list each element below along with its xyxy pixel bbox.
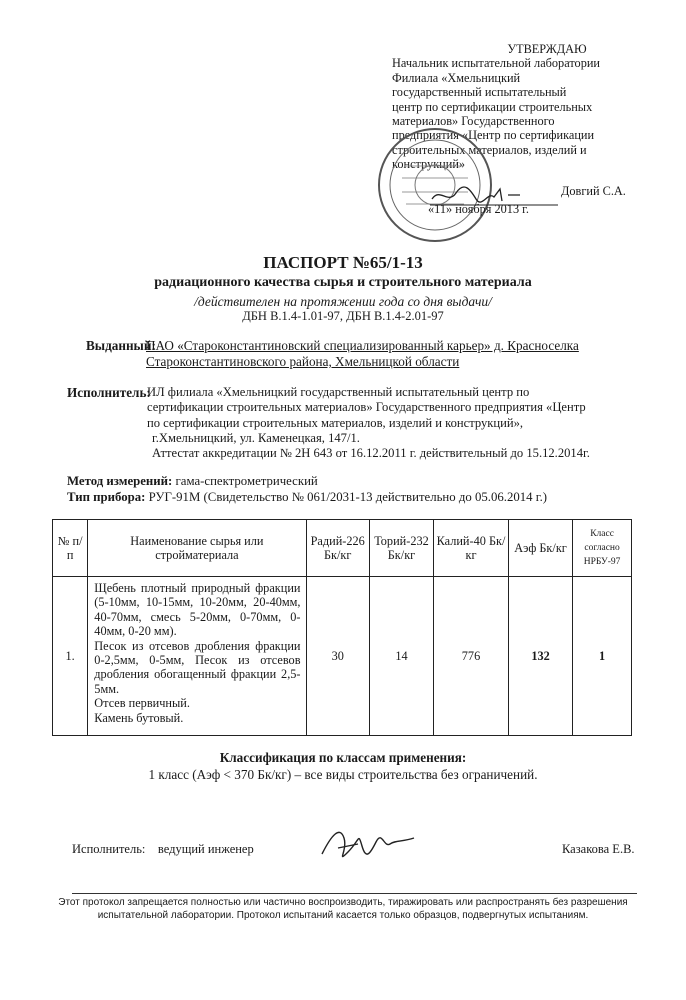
cell-radium: 30 xyxy=(306,577,369,736)
method-value: гама-спектрометрический xyxy=(172,474,318,488)
header-class: Класс согласно НРБУ-97 xyxy=(573,520,632,577)
desc-line: Камень бутовый. xyxy=(94,710,184,725)
results-table xyxy=(52,519,632,736)
issued-line: Староконстантиновского района, Хмельницкой области xyxy=(146,354,460,369)
approval-line: строительных материалов, изделий и xyxy=(392,142,587,157)
passport-title: ПАСПОРТ №65/1-13 xyxy=(263,253,423,272)
desc-line: Отсев первичный. xyxy=(94,696,190,711)
standards: ДБН В.1.4-1.01-97, ДБН В.1.4-2.01-97 xyxy=(242,309,444,323)
executor-line: сертификации строительных материалов» Государственного предприятия «Центр xyxy=(147,400,586,415)
executor-line: по сертификации строительных материалов, изделий и конструкций», xyxy=(147,415,524,430)
engineer-signature xyxy=(318,824,418,868)
classification-text: 1 класс (Аэф < 370 Бк/кг) – все виды строительства без ограничений. xyxy=(148,767,538,782)
method-line xyxy=(67,474,318,489)
approval-line: материалов» Государственного xyxy=(392,114,555,129)
header-thorium: Торий-232 Бк/кг xyxy=(369,520,433,577)
issued-label: Выданный: xyxy=(86,338,156,353)
issued-line: ПАО «Староконстантиновский специализированный карьер» д. Красноселка xyxy=(146,338,579,353)
table-row xyxy=(53,577,632,736)
desc-line: Песок из отсевов дробления фракции 0-2,5мм, 0-5мм, Песок из отсевов дробления обогащенный фракции 2,5-5мм. xyxy=(94,638,301,696)
passport-subtitle: радиационного качества сырья и строительного материала xyxy=(154,275,532,290)
approval-line: Начальник испытательной лаборатории xyxy=(392,56,601,71)
header-radium: Радий-226 Бк/кг xyxy=(306,520,369,577)
device-label: Тип прибора: xyxy=(67,490,146,504)
approval-line: предприятия «Центр по сертификации xyxy=(392,128,595,143)
approval-line: государственный испытательный xyxy=(392,85,567,100)
approval-line: конструкций» xyxy=(392,157,466,172)
executor-line: г.Хмельницкий, ул. Каменецкая, 147/1. xyxy=(152,430,360,445)
executor-line: Аттестат аккредитации № 2Н 643 от 16.12.2011 г. действительный до 15.12.2014г. xyxy=(152,446,590,461)
header-potassium: Калий-40 Бк/кг xyxy=(434,520,509,577)
footer-note xyxy=(0,897,686,922)
issued-text xyxy=(146,338,616,370)
executor-text xyxy=(147,385,617,461)
header-name: Наименование сырья или стройматериала xyxy=(88,520,306,577)
executor-label: Исполнитель: xyxy=(67,385,151,400)
device-value: РУГ-91М (Свидетельство № 061/2031-13 действительно до 05.06.2014 г.) xyxy=(145,490,548,504)
table-header-row xyxy=(53,520,632,577)
header-no: № п/п xyxy=(53,520,88,577)
approval-date: «11» ноября 2013 г. xyxy=(428,202,529,216)
cell-potassium: 776 xyxy=(434,577,509,736)
footer-line: испытательной лаборатории. Протокол испытаний касается только образцов, подвергнутых испытаниям. xyxy=(97,909,589,921)
device-line xyxy=(67,490,547,505)
approval-line: Филиала «Хмельницкий xyxy=(392,70,521,85)
cell-aeff: 132 xyxy=(508,577,572,736)
header-aeff: Аэф Бк/кг xyxy=(508,520,572,577)
validity-note: /действителен на протяжении года со дня выдачи/ xyxy=(194,294,492,309)
cell-class: 1 xyxy=(573,577,632,736)
signer-label: Исполнитель: ведущий инженер xyxy=(72,842,254,856)
method-label: Метод измерений: xyxy=(67,474,173,488)
cell-no: 1. xyxy=(53,577,88,736)
footer-divider xyxy=(72,893,637,894)
executor-line: ИЛ филиала «Хмельницкий государственный испытательный центр по xyxy=(147,385,530,399)
footer-line: Этот протокол запрещается полностью или частично воспроизводить, тиражировать или распространять без разрешения xyxy=(58,897,628,908)
signer-name: Казакова Е.В. xyxy=(562,842,635,856)
classification-title: Классификация по классам применения: xyxy=(219,750,467,765)
cell-thorium: 14 xyxy=(369,577,433,736)
approver-name: Довгий С.А. xyxy=(561,184,626,198)
approval-line: центр по сертификации строительных xyxy=(392,99,593,114)
approval-heading: УТВЕРЖДАЮ xyxy=(507,42,587,56)
desc-line: Щебень плотный природный фракции (5-10мм, 10-15мм, 10-20мм, 20-40мм, 40-70мм, смесь 5-20мм, 0-70мм, 0-40мм, 0-20 мм). xyxy=(94,581,301,639)
cell-description xyxy=(88,577,306,736)
